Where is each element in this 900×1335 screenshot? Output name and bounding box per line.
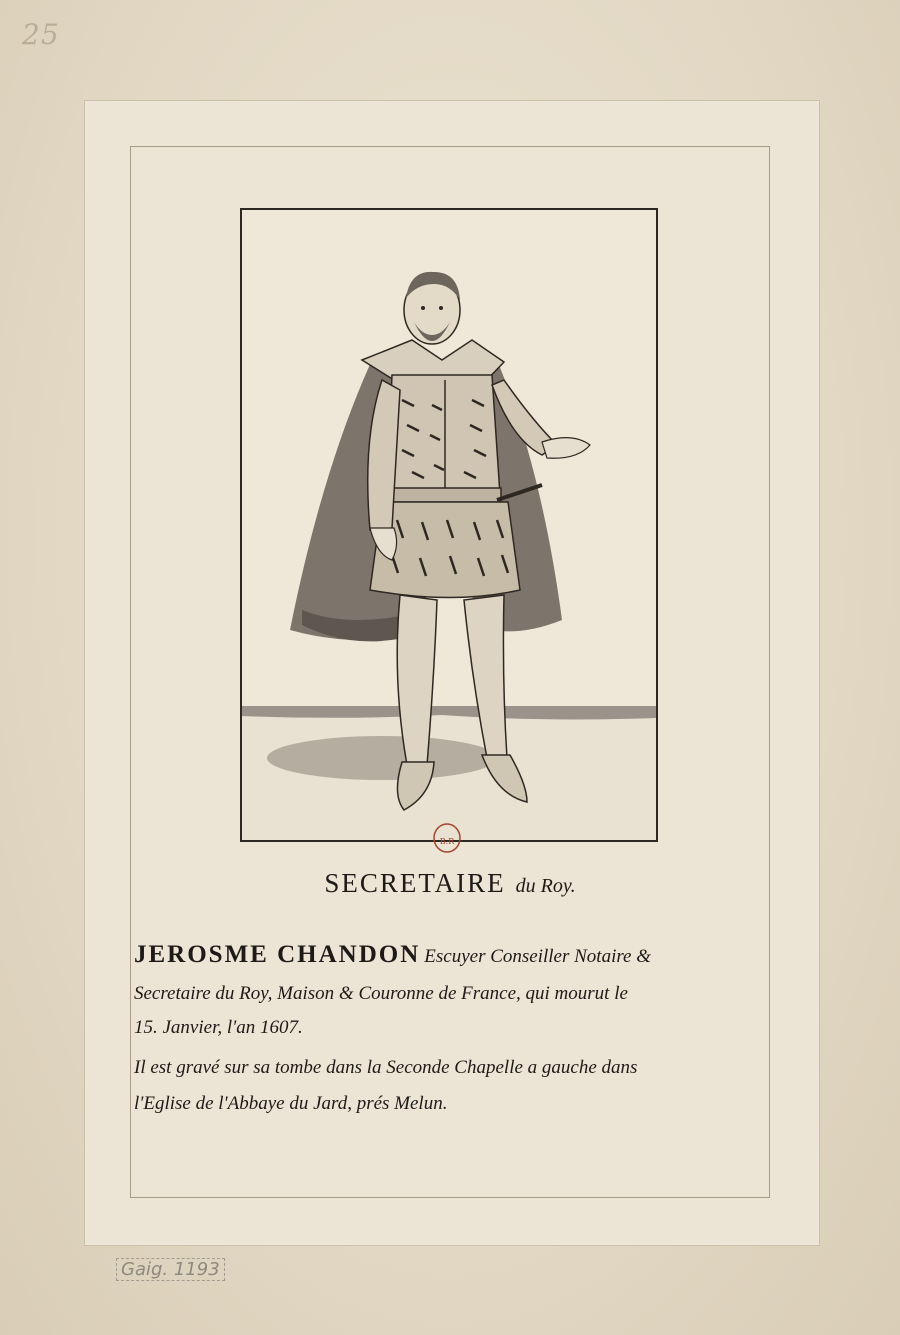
inscription-line-2: Secretaire du Roy, Maison & Couronne de France, qui mourut le: [134, 983, 628, 1004]
title-text: Escuyer Conseiller Notaire &: [424, 946, 652, 967]
right-eye: [439, 306, 443, 310]
inscription-line-1: [134, 941, 651, 969]
inscription-line-3: 15. Janvier, l'an 1607.: [134, 1017, 303, 1038]
right-hand: [542, 438, 590, 459]
left-eye: [421, 306, 425, 310]
doublet: [387, 375, 500, 495]
shadow: [267, 736, 497, 780]
title-suffix: du Roy.: [515, 875, 576, 897]
portrait-frame: [240, 208, 658, 842]
library-stamp: [432, 820, 462, 854]
inscription-line-4: Il est gravé sur sa tombe dans la Seconde Chapelle a gauche dans: [134, 1057, 638, 1078]
stamp-text: B.R: [439, 837, 455, 846]
person-name: JEROSME CHANDON: [134, 941, 421, 968]
belt: [389, 488, 501, 502]
archive-shelfmark: Gaig. 1193: [116, 1258, 225, 1281]
figure-illustration: [242, 210, 656, 840]
title-main: SECRETAIRE: [324, 868, 506, 898]
caption-title: [0, 868, 900, 899]
inscription-line-5: l'Eglise de l'Abbaye du Jard, prés Melun.: [134, 1093, 448, 1114]
corner-number: 25: [22, 18, 60, 51]
